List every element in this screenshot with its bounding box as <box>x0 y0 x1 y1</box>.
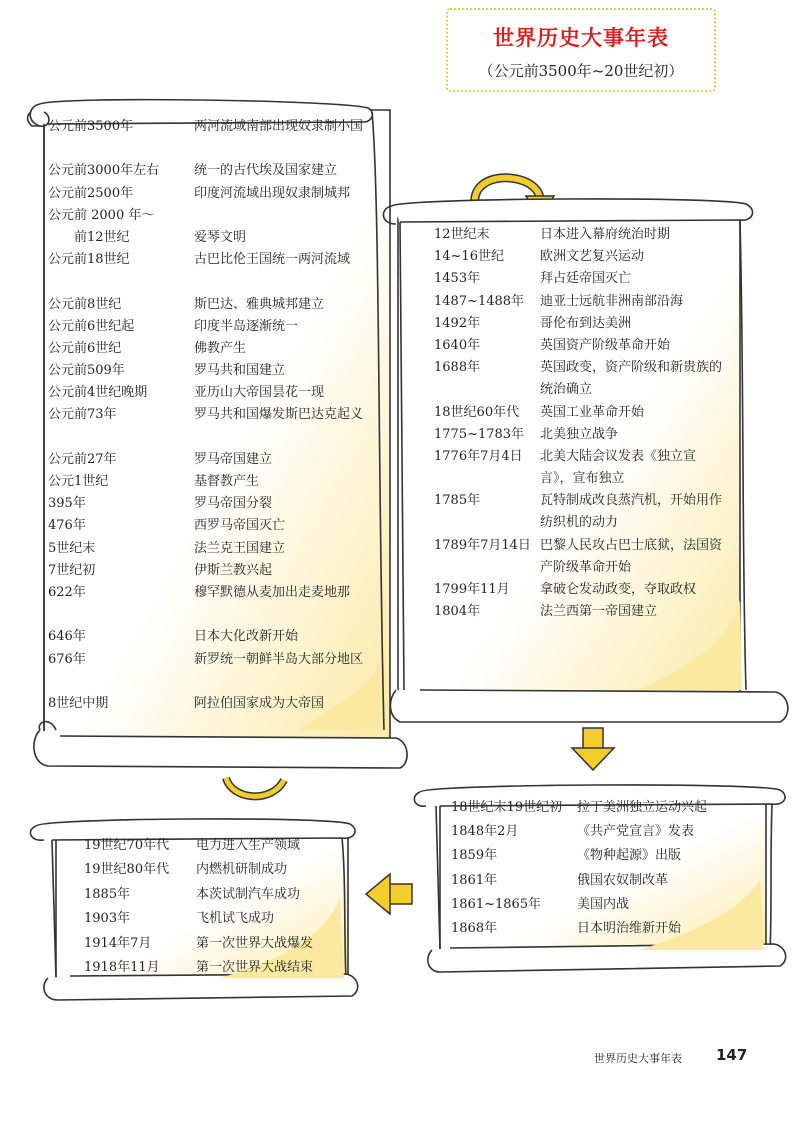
event-desc: 印度半岛逐渐统一 <box>194 318 299 334</box>
event-date: 19世纪80年代 <box>84 862 170 878</box>
event-date: 1789年7月14日 <box>434 537 531 553</box>
event-desc: 迪亚士远航非洲南部沿海 <box>540 293 684 309</box>
event-date: 公元前6世纪起 <box>48 318 135 334</box>
event-desc: 第一次世界大战爆发 <box>196 935 314 951</box>
event-date: 1804年 <box>434 604 481 620</box>
event-date: 1688年 <box>434 360 481 376</box>
event-desc: 基督教产生 <box>194 474 260 490</box>
event-desc: 古巴比伦王国统一两河流域 <box>194 252 351 268</box>
page-title: 世界历史大事年表 <box>493 26 669 50</box>
event-desc: 北美独立战争 <box>540 426 619 442</box>
event-date: 公元前2500年 <box>48 185 134 201</box>
page-subtitle: （公元前3500年~20世纪初） <box>478 62 684 80</box>
event-date: 1640年 <box>434 337 481 353</box>
down-arrow <box>572 728 614 770</box>
title-box <box>446 8 716 92</box>
event-desc: 印度河流域出现奴隶制城邦 <box>194 185 351 201</box>
event-date: 公元前3000年左右 <box>48 163 160 179</box>
event-desc: 爱琴文明 <box>194 229 247 245</box>
event-desc: 巴黎人民攻占巴士底狱，法国资产阶级革命开始 <box>540 537 723 575</box>
event-desc: 亚历山大帝国昙花一现 <box>194 385 325 401</box>
event-desc: 伊斯兰教兴起 <box>194 562 273 578</box>
event-date: 14~16世纪 <box>434 249 504 265</box>
event-desc: 北美大陆会议发表《独立宣言》，宣布独立 <box>540 448 697 487</box>
event-date: 1914年7月 <box>84 935 152 951</box>
event-date: 476年 <box>48 518 86 534</box>
event-desc: 日本明治维新开始 <box>577 920 682 936</box>
event-date: 1487~1488年 <box>434 293 525 309</box>
event-desc: 罗马帝国分裂 <box>194 496 273 512</box>
event-date: 676年 <box>48 651 86 667</box>
event-date: 5世纪末 <box>48 540 96 556</box>
event-desc: 罗马共和国爆发斯巴达克起义 <box>194 407 364 423</box>
event-date: 1775~1783年 <box>434 426 525 442</box>
event-desc: 新罗统一朝鲜半岛大部分地区 <box>194 651 364 667</box>
event-date: 1785年 <box>434 493 481 509</box>
event-date: 12世纪末 <box>434 227 490 242</box>
curved-arrow-bottom <box>226 778 284 796</box>
event-desc: 法兰克王国建立 <box>194 540 286 556</box>
event-desc: 瓦特制成改良蒸汽机，开始用作纺织机的动力 <box>540 493 723 531</box>
event-date: 646年 <box>48 629 86 645</box>
event-date: 公元前3500年 <box>48 119 134 134</box>
event-desc: 两河流域南部出现奴隶制小国 <box>194 119 364 134</box>
event-date: 395年 <box>48 496 86 512</box>
event-date: 18世纪末19世纪初 <box>451 800 563 815</box>
event-date: 1861~1865年 <box>451 896 542 912</box>
event-desc: 美国内战 <box>577 896 630 912</box>
event-date: 公元前 2000 年～ <box>48 207 155 223</box>
running-footer: 世界历史大事年表 <box>594 1052 682 1065</box>
event-desc: 英国资产阶级革命开始 <box>540 337 671 353</box>
event-date: 1903年 <box>84 911 131 927</box>
event-desc: 英国政变，资产阶级和新贵族的统治确立 <box>540 360 723 398</box>
event-desc: 第一次世界大战结束 <box>196 959 314 975</box>
event-desc: 拿破仑发动政变，夺取政权 <box>540 582 697 598</box>
event-desc: 电力进入生产领域 <box>196 838 301 853</box>
event-desc: 穆罕默德从麦加出走麦地那 <box>194 584 351 600</box>
event-date: 公元前18世纪 <box>48 252 130 268</box>
event-date: 公元前8世纪 <box>48 296 122 312</box>
event-desc: 日本大化改新开始 <box>194 629 299 645</box>
event-desc: 斯巴达、雅典城邦建立 <box>194 296 325 312</box>
event-desc: 阿拉伯国家成为大帝国 <box>194 695 325 711</box>
event-desc: 本茨试制汽车成功 <box>196 886 301 902</box>
event-desc: 内燃机研制成功 <box>196 862 288 878</box>
event-desc: 飞机试飞成功 <box>196 911 275 927</box>
event-date: 1776年7月4日 <box>434 448 523 464</box>
event-desc: 罗马帝国建立 <box>194 451 273 467</box>
event-desc: 哥伦布到达美洲 <box>540 315 632 331</box>
event-desc: 法兰西第一帝国建立 <box>540 604 658 620</box>
event-desc: 拜占廷帝国灭亡 <box>540 271 632 287</box>
event-desc: 拉丁美洲独立运动兴起 <box>577 800 708 815</box>
event-date: 公元前509年 <box>48 363 125 379</box>
event-date: 1861年 <box>451 872 498 888</box>
event-desc: 欧洲文艺复兴运动 <box>540 249 645 265</box>
event-date: 公元前6世纪 <box>48 340 122 356</box>
event-date: 1848年2月 <box>451 824 519 840</box>
event-date: 1799年11月 <box>434 582 510 598</box>
event-desc: 英国工业革命开始 <box>540 404 645 420</box>
event-desc: 佛教产生 <box>194 340 247 356</box>
event-date: 19世纪70年代 <box>84 838 170 853</box>
event-date: 公元前73年 <box>48 407 117 423</box>
event-desc: 统一的古代埃及国家建立 <box>194 163 338 179</box>
event-desc: 俄国农奴制改革 <box>577 872 669 888</box>
event-date: 622年 <box>48 584 86 600</box>
event-date: 1918年11月 <box>84 959 160 975</box>
event-date: 1885年 <box>84 886 131 902</box>
event-date: 7世纪初 <box>48 562 96 578</box>
event-desc: 罗马共和国建立 <box>194 363 286 379</box>
event-desc: 《共产党宣言》发表 <box>577 824 695 840</box>
event-desc: 《物种起源》出版 <box>577 848 682 864</box>
page-number: 147 <box>716 1046 748 1064</box>
event-date: 公元前4世纪晚期 <box>48 385 148 401</box>
event-date: 1453年 <box>434 271 481 287</box>
event-desc: 西罗马帝国灭亡 <box>194 518 286 534</box>
event-date: 1868年 <box>451 920 498 936</box>
event-date: 8世纪中期 <box>48 695 109 711</box>
event-date: 1492年 <box>434 315 481 331</box>
event-desc: 日本进入幕府统治时期 <box>540 227 671 242</box>
event-date: 1859年 <box>451 848 498 864</box>
event-date: 前12世纪 <box>48 229 130 245</box>
left-arrow <box>366 874 412 914</box>
event-date: 18世纪60年代 <box>434 404 520 420</box>
event-date: 公元前27年 <box>48 451 117 467</box>
event-date: 公元1世纪 <box>48 474 109 490</box>
